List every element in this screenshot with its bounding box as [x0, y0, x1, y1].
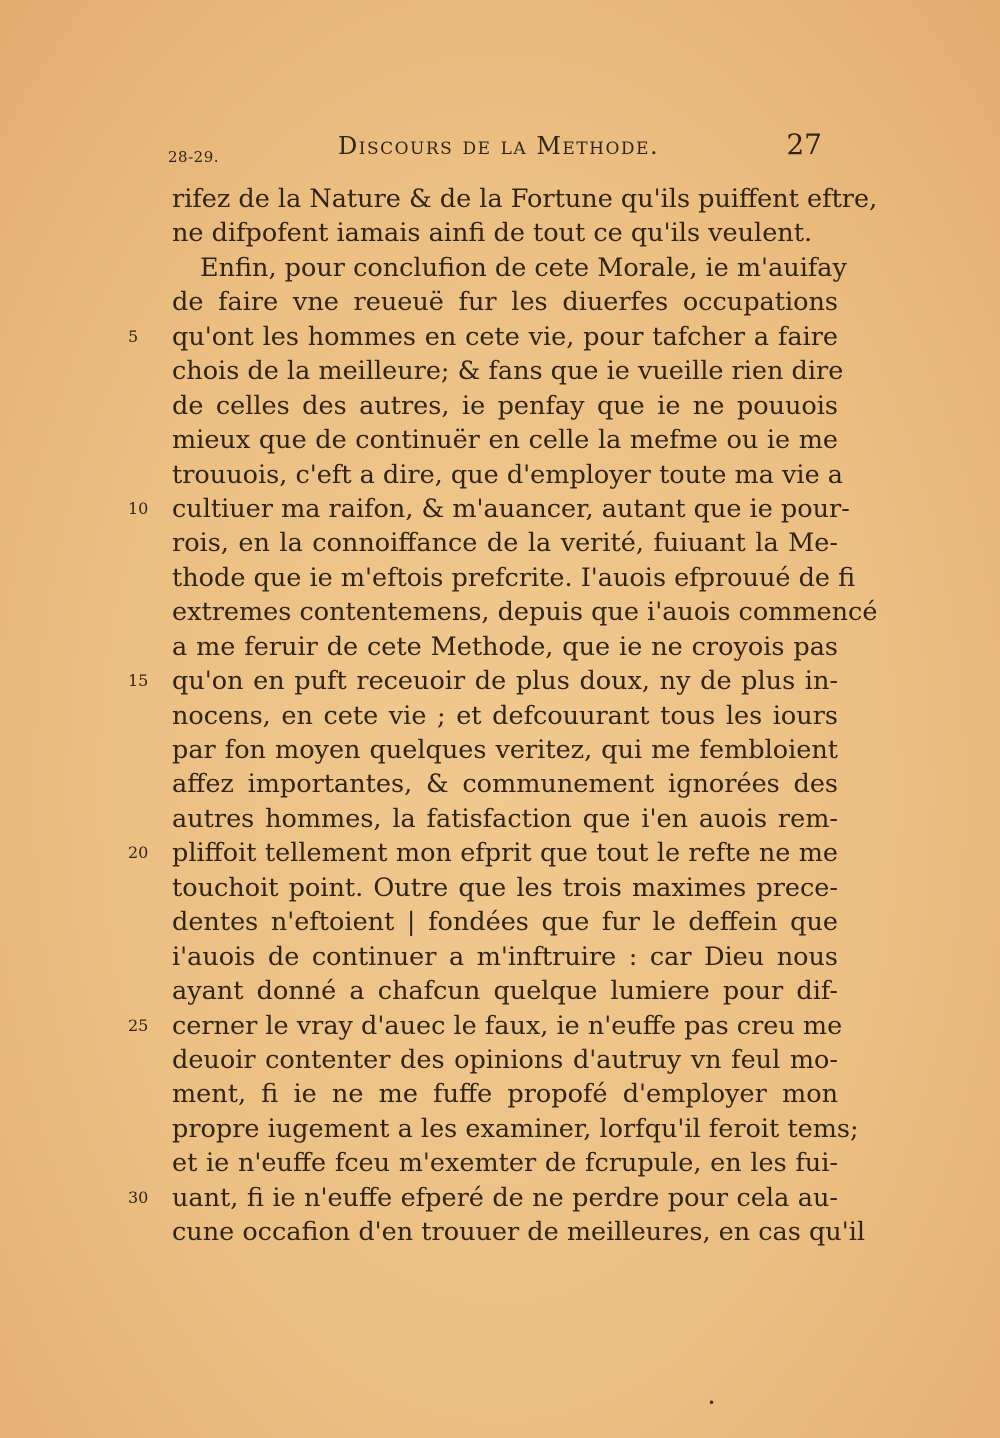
line-text: cultiuer ma raifon, & m'auancer, autant que ie pour-	[172, 493, 850, 524]
text-line	[172, 974, 838, 1008]
text-line	[172, 767, 838, 801]
line-text: cune occafion d'en trouuer de meilleures, en cas qu'il	[172, 1217, 866, 1248]
line-text: propre iugement a les examiner, lorfqu'il feroit tems;	[172, 1113, 859, 1144]
line-text: cerner le vray d'auec le faux, ie n'euffe pas creu me	[172, 1010, 843, 1041]
text-line	[172, 389, 838, 423]
text-line	[128, 664, 838, 698]
text-line	[172, 595, 878, 629]
text-line	[172, 905, 838, 939]
line-text: qu'ont les hommes en cete vie, pour tafcher a faire	[172, 321, 838, 352]
text-line	[172, 1146, 838, 1180]
line-number: 20	[128, 843, 149, 863]
line-text: ne difpofent iamais ainfi de tout ce qu'ils veulent.	[172, 218, 813, 249]
text-line	[172, 1112, 859, 1146]
line-text: qu'on en puft receuoir de plus doux, ny de plus in-	[172, 666, 838, 697]
text-line	[172, 1043, 838, 1077]
page-header	[168, 128, 828, 168]
line-text: ayant donné a chafcun quelque lumiere pour dif-	[172, 976, 838, 1007]
text-line	[172, 699, 838, 733]
line-text: a me feruir de cete Methode, que ie ne croyois pas	[172, 631, 838, 662]
line-text: Enfin, pour conclufion de cete Morale, ie m'auifay	[200, 252, 847, 283]
line-text: uant, fi ie n'euffe efperé de ne perdre pour cela au-	[172, 1182, 838, 1213]
line-text: autres hommes, la fatisfaction que i'en auois rem-	[172, 803, 838, 834]
text-line	[172, 354, 844, 388]
text-line	[172, 1077, 838, 1111]
text-line	[172, 526, 838, 560]
line-text: dentes n'eftoient | fondées que fur le deffein que	[172, 907, 838, 938]
text-line	[128, 320, 838, 354]
text-line	[128, 1181, 838, 1215]
text-line	[172, 802, 838, 836]
line-text: trouuois, c'eft a dire, que d'employer toute ma vie a	[172, 459, 843, 490]
text-line	[172, 733, 838, 767]
line-text: ment, fi ie ne me fuffe propofé d'employer mon	[172, 1079, 838, 1110]
line-text: nocens, en cete vie ; et defcouurant tous les iours	[172, 700, 838, 731]
line-number: 25	[128, 1015, 149, 1035]
line-text: thode que ie m'eftois prefcrite. I'auois efprouué de fi	[172, 562, 856, 593]
text-line	[172, 216, 838, 250]
folio-range: 28-29.	[168, 148, 220, 166]
page-number: 27	[786, 128, 822, 161]
text-line	[172, 630, 838, 664]
line-text: de celles des autres, ie penfay que ie ne pouuois	[172, 390, 838, 421]
line-text: chois de la meilleure; & fans que ie vueille rien dire	[172, 356, 844, 387]
ink-speck: •	[708, 1396, 716, 1410]
text-line	[128, 492, 850, 526]
text-line	[172, 561, 856, 595]
text-line	[172, 285, 838, 319]
text-line	[172, 423, 838, 457]
body-text	[128, 182, 878, 1250]
line-number: 10	[128, 498, 149, 518]
line-text: de faire vne reueuë fur les diuerfes occupations	[172, 287, 838, 318]
running-title: Discours de la Methode.	[338, 132, 660, 160]
line-number: 15	[128, 671, 149, 691]
line-number: 30	[128, 1187, 149, 1207]
text-line	[172, 251, 847, 285]
line-text: extremes contentemens, depuis que i'auois commencé	[172, 597, 878, 628]
line-text: par fon moyen quelques veritez, qui me fembloient	[172, 735, 838, 765]
line-text: affez importantes, & communement ignorées des	[172, 769, 838, 800]
text-line	[172, 1215, 866, 1249]
text-line	[128, 1009, 843, 1043]
text-line	[172, 458, 843, 492]
line-text: rifez de la Nature & de la Fortune qu'ils puiffent eftre,	[172, 184, 878, 214]
line-text: et ie n'euffe fceu m'exemter de fcrupule, en les fui-	[172, 1148, 838, 1179]
text-line	[172, 871, 838, 905]
line-text: rois, en la connoiffance de la verité, fuiuant la Me-	[172, 528, 838, 559]
text-line	[172, 182, 878, 216]
line-text: pliffoit tellement mon efprit que tout le refte ne me	[172, 838, 838, 869]
text-line	[128, 836, 838, 870]
line-text: deuoir contenter des opinions d'autruy vn feul mo-	[172, 1044, 838, 1075]
text-line	[172, 940, 838, 974]
line-text: touchoit point. Outre que les trois maximes prece-	[172, 872, 838, 903]
line-number: 5	[128, 326, 139, 346]
line-text: mieux que de continuër en celle la mefme ou ie me	[172, 425, 838, 456]
line-text: i'auois de continuer a m'inftruire : car Dieu nous	[172, 941, 838, 972]
